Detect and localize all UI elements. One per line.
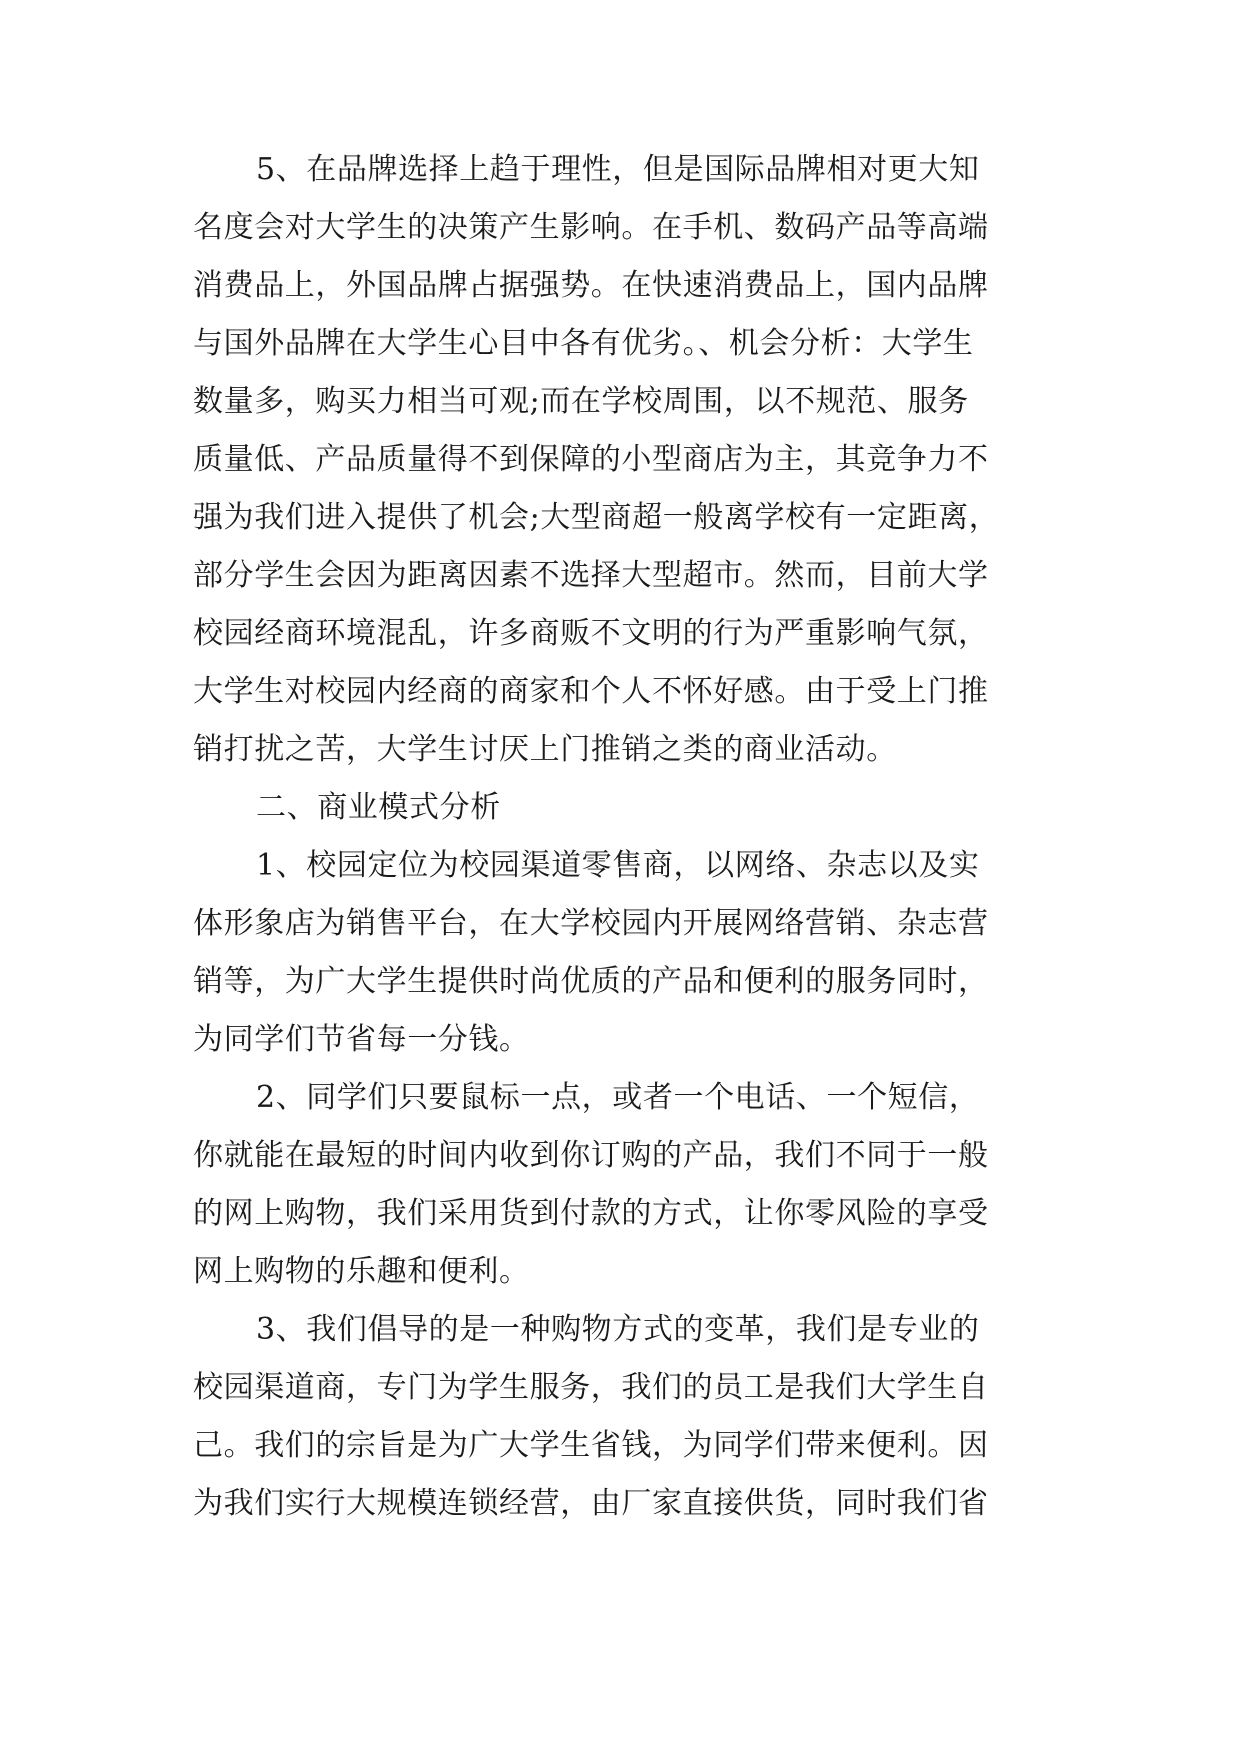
text-line: 部分学生会因为距离因素不选择大型超市。然而，目前大学 <box>193 558 989 593</box>
text-line: 校园经商环境混乱，许多商贩不文明的行为严重影响气氛， <box>193 616 989 651</box>
text-line: 1、校园定位为校园渠道零售商，以网络、杂志以及实 <box>256 848 980 883</box>
text-line: 质量低、产品质量得不到保障的小型商店为主，其竞争力不 <box>193 442 989 477</box>
section-heading: 二、商业模式分析 <box>256 790 501 825</box>
text-line: 体形象店为销售平台，在大学校园内开展网络营销、杂志营 <box>193 906 989 941</box>
text-line: 数量多，购买力相当可观;而在学校周围，以不规范、服务 <box>193 384 969 419</box>
text-line: 为同学们节省每一分钱。 <box>193 1022 530 1057</box>
text-line: 3、我们倡导的是一种购物方式的变革，我们是专业的 <box>256 1312 980 1347</box>
text-line: 己。我们的宗旨是为广大学生省钱，为同学们带来便利。因 <box>193 1428 989 1463</box>
text-line: 与国外品牌在大学生心目中各有优劣。、机会分析：大学生 <box>193 326 974 361</box>
text-line: 销打扰之苦，大学生讨厌上门推销之类的商业活动。 <box>193 732 897 767</box>
text-line: 强为我们进入提供了机会;大型商超一般离学校有一定距离， <box>193 500 1000 535</box>
text-line: 名度会对大学生的决策产生影响。在手机、数码产品等高端 <box>193 210 989 245</box>
text-line: 你就能在最短的时间内收到你订购的产品，我们不同于一般 <box>193 1138 989 1173</box>
text-line: 网上购物的乐趣和便利。 <box>193 1254 530 1289</box>
text-line: 5、在品牌选择上趋于理性，但是国际品牌相对更大知 <box>256 152 980 187</box>
text-line: 消费品上，外国品牌占据强势。在快速消费品上，国内品牌 <box>193 268 989 303</box>
text-line: 校园渠道商，专门为学生服务，我们的员工是我们大学生自 <box>193 1370 989 1405</box>
text-line: 的网上购物，我们采用货到付款的方式，让你零风险的享受 <box>193 1196 989 1231</box>
text-line: 为我们实行大规模连锁经营，由厂家直接供货，同时我们省 <box>193 1486 989 1521</box>
text-line: 销等，为广大学生提供时尚优质的产品和便利的服务同时， <box>193 964 989 999</box>
text-line: 2、同学们只要鼠标一点，或者一个电话、一个短信， <box>256 1080 980 1115</box>
text-line: 大学生对校园内经商的商家和个人不怀好感。由于受上门推 <box>193 674 989 709</box>
